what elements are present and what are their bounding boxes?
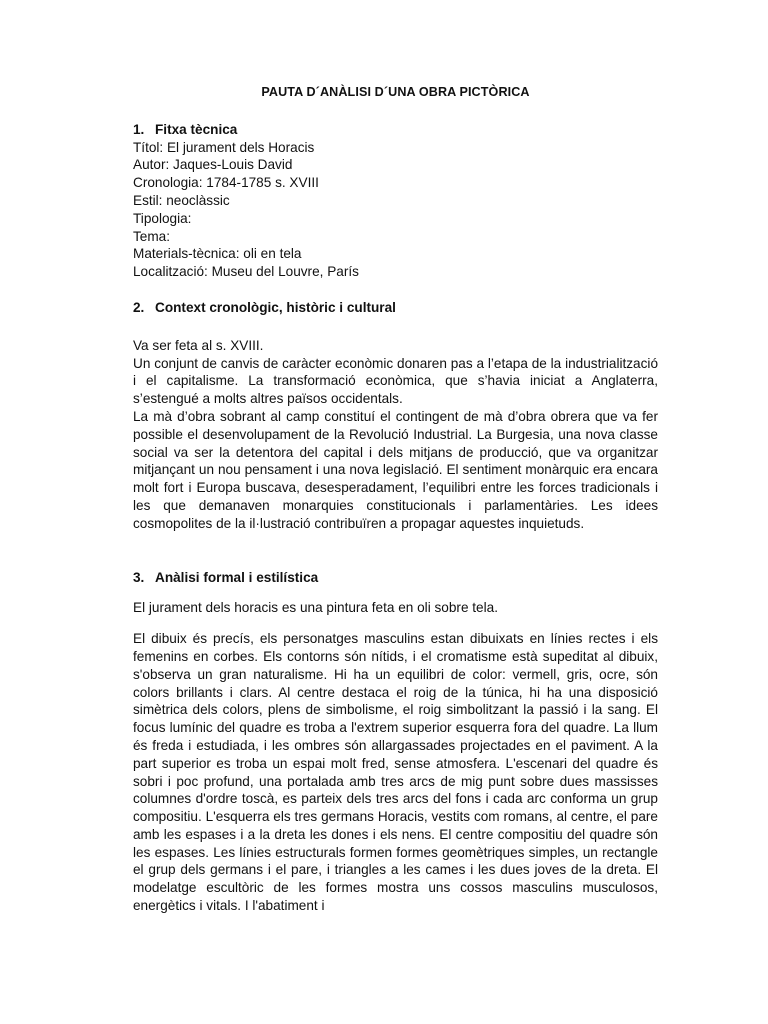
field-cronologia: Cronologia: 1784-1785 s. XVIII — [133, 175, 319, 191]
section-1-heading — [133, 121, 658, 139]
section-2-paragraph-3: La mà d’obra sobrant al camp constituí el contingent de mà d’obra obrera que va fer possible el desenvolupament de la Revolució Industrial. La Burgesia, una nova classe social va ser la detentora del capital i dels mitjans de producció, que va organitzar mitjançant un nou pensament i una nova legislació. El sentiment monàrquic era encara molt fort i Europa buscava, desesperadament, l’equilibri entre les forces tradicionals i les que demanaven monarquies constitucionals i parlamentàries. Les idees cosmopolites de la il·lustració contribuïren a propagar aquestes inquietuds. — [133, 408, 658, 531]
section-3-number: 3. — [133, 569, 145, 585]
section-2-number: 2. — [133, 299, 145, 315]
spacer — [133, 617, 658, 630]
section-3-title: Anàlisi formal i estilística — [155, 569, 319, 585]
section-2-paragraph-2: Un conjunt de canvis de caràcter econòmic donaren pas a l’etapa de la industrialització i el capitalisme. La transformació econòmica, que s’havia iniciat a Anglaterra, s’estengué a molts altres països occidentals. — [133, 355, 658, 407]
section-1-title: Fitxa tècnica — [155, 121, 238, 137]
spacer — [133, 281, 658, 299]
field-tipologia: Tipologia: — [133, 210, 192, 226]
spacer — [133, 586, 658, 599]
spacer — [133, 533, 658, 569]
section-2-paragraph-1: Va ser feta al s. XVIII. — [133, 337, 264, 353]
field-autor: Autor: Jaques-Louis David — [133, 157, 293, 173]
document-page — [133, 84, 658, 915]
section-3-paragraph-2: El dibuix és precís, els personatges masculins estan dibuixats en línies rectes i els femenins en corbes. Els contorns són nítids, i el cromatisme està supeditat al dibuix, s'observa un gran naturalisme. Hi ha un equilibri de color: vermell, gris, ocre, són colors brillants i clars. Al centre destaca el roig de la túnica, hi ha una disposició simètrica dels colors, plens de simbolisme, el roig simbolitzant la passió i la sang. El focus lumínic del quadre es troba a l'extrem superior esquerra fora del quadre. La llum és freda i estudiada, i les ombres són allargassades projectades en el paviment. A la part superior es troba un espai molt fred, sense atmosfera. L'escenari del quadre és sobri i poc profund, una portalada amb tres arcs de mig punt sobre dues massisses columnes d'ordre toscà, es parteix dels tres arcs del fons i cada arc conforma un grup compositiu. L'esquerra els tres germans Horacis, vestits com romans, al centre, el pare amb les espases i a la dreta les dones i els nens. El centre compositiu del quadre són les espases. Les línies estructurals formen formes geomètriques simples, un rectangle el grup dels germans i el pare, i triangles a les cames i les dues joves de la dreta. El modelatge escultòric de les formes mostra uns cossos masculins musculosos, energètics i vitals. I l'abatiment i — [133, 631, 658, 914]
field-tema: Tema: — [133, 228, 171, 244]
field-localitzacio: Localització: Museu del Louvre, París — [133, 264, 359, 280]
field-materials: Materials-tècnica: oli en tela — [133, 246, 302, 262]
field-estil: Estil: neoclàssic — [133, 192, 230, 208]
section-2-title: Context cronològic, històric i cultural — [155, 299, 396, 315]
section-3-paragraph-1: El jurament dels horacis es una pintura feta en oli sobre tela. — [133, 600, 498, 616]
field-titol: Títol: El jurament dels Horacis — [133, 139, 315, 155]
section-3-heading — [133, 569, 658, 587]
section-1-number: 1. — [133, 121, 145, 137]
section-2-heading — [133, 299, 658, 317]
document-title: PAUTA D´ANÀLISI D´UNA OBRA PICTÒRICA — [261, 85, 530, 99]
spacer — [133, 317, 658, 337]
